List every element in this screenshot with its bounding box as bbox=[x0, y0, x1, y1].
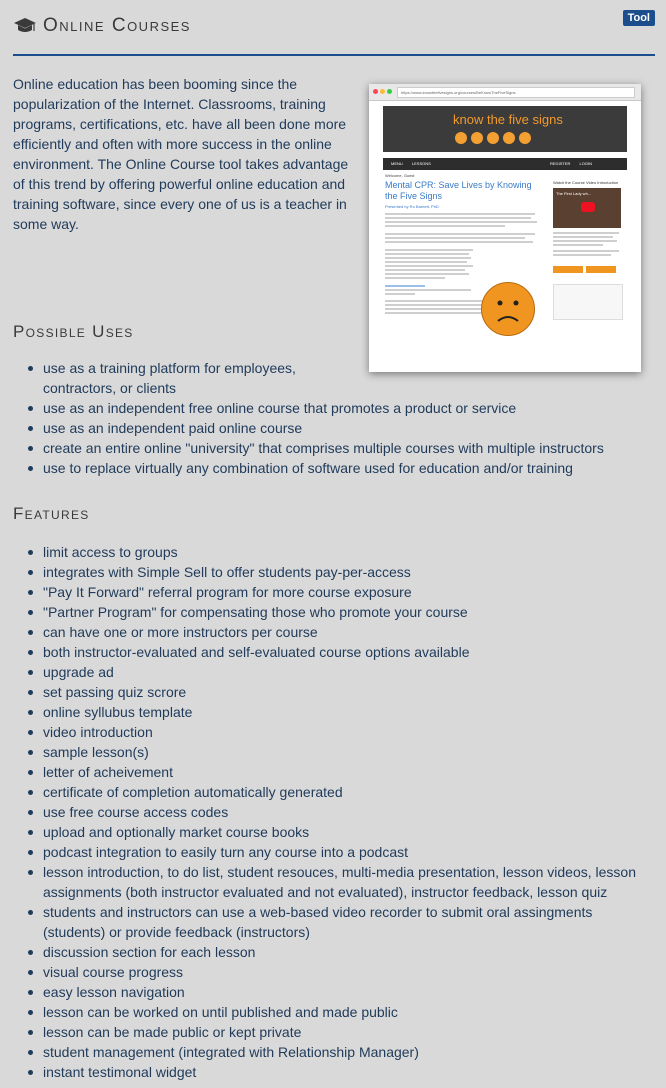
course-screenshot bbox=[369, 84, 641, 372]
uses-heading: Possible Uses bbox=[13, 322, 134, 341]
feature-item: "Partner Program" for compensating those who promote your course bbox=[13, 602, 655, 622]
feature-item: online syllubus template bbox=[13, 702, 655, 722]
feature-item: podcast integration to easily turn any course into a podcast bbox=[13, 842, 655, 862]
maximize-dot bbox=[387, 89, 392, 94]
play-icon[interactable] bbox=[581, 202, 595, 212]
nav-menu: MENU bbox=[391, 161, 403, 166]
face-icon bbox=[519, 132, 531, 144]
feature-item: letter of acheivement bbox=[13, 762, 655, 782]
face-icon bbox=[471, 132, 483, 144]
tool-badge[interactable]: Tool bbox=[623, 10, 655, 26]
course-title: Mental CPR: Save Lives by Knowing the Five Signs bbox=[385, 180, 532, 201]
login-button[interactable] bbox=[586, 266, 616, 273]
register-login-buttons bbox=[553, 260, 627, 278]
feature-item: visual course progress bbox=[13, 962, 655, 982]
use-item: use as an independent paid online course bbox=[13, 418, 663, 438]
feature-item: easy lesson navigation bbox=[13, 982, 655, 1002]
url-bar: https://www.knowthefivesigns.org/courses/BeKnowTheFiveSigns bbox=[397, 87, 635, 98]
face-icon bbox=[487, 132, 499, 144]
video-intro-title: Watch the Course Video Introduction bbox=[553, 180, 619, 185]
feature-item: student management (integrated with Relationship Manager) bbox=[13, 1042, 655, 1062]
feature-item: upload and optionally market course books bbox=[13, 822, 655, 842]
nav-lessons: LESSONS bbox=[411, 161, 431, 166]
site-navbar bbox=[383, 158, 627, 170]
intro-video[interactable] bbox=[553, 188, 621, 228]
nav-register: REGISTER bbox=[549, 161, 571, 166]
uses-list bbox=[13, 358, 604, 478]
features-heading: Features bbox=[13, 504, 90, 523]
feature-item: upgrade ad bbox=[13, 662, 655, 682]
feature-item: discussion section for each lesson bbox=[13, 942, 655, 962]
minimize-dot bbox=[380, 89, 385, 94]
sad-face-icon bbox=[481, 282, 535, 336]
use-item: use to replace virtually any combination of software used for education and/or training bbox=[13, 458, 663, 478]
site-banner bbox=[383, 106, 627, 152]
use-item: create an entire online "university" that comprises multiple courses with multiple instructors bbox=[13, 438, 663, 458]
nav-login: LOGIN bbox=[579, 161, 592, 166]
use-item: use as a training platform for employees, contractors, or clients bbox=[13, 358, 359, 398]
face-icon bbox=[455, 132, 467, 144]
feature-item: both instructor-evaluated and self-evaluated course options available bbox=[13, 642, 655, 662]
feature-item: "Pay It Forward" referral program for more course exposure bbox=[13, 582, 655, 602]
feature-item: lesson can be worked on until published and made public bbox=[13, 1002, 655, 1022]
feature-item: certificate of completion automatically generated bbox=[13, 782, 655, 802]
graduation-cap-icon bbox=[13, 16, 37, 36]
page-header bbox=[13, 12, 655, 56]
video-caption: The First Lady wh... bbox=[556, 191, 592, 196]
register-button[interactable] bbox=[553, 266, 583, 273]
feature-item: use free course access codes bbox=[13, 802, 655, 822]
welcome-text: Welcome, Guest bbox=[385, 173, 415, 178]
presenter: Presented by Ro Barnett, PhD bbox=[385, 204, 439, 209]
course-sidebar bbox=[553, 180, 627, 320]
feature-item: integrates with Simple Sell to offer students pay-per-access bbox=[13, 562, 655, 582]
features-list bbox=[13, 542, 655, 1082]
feature-item: set passing quiz scrore bbox=[13, 682, 655, 702]
feature-item: video introduction bbox=[13, 722, 655, 742]
browser-chrome bbox=[369, 84, 641, 101]
page-title: Online Courses bbox=[43, 15, 191, 36]
testimonial-box bbox=[553, 284, 623, 320]
feature-item: limit access to groups bbox=[13, 542, 655, 562]
face-icon bbox=[503, 132, 515, 144]
header-divider bbox=[13, 54, 655, 56]
feature-item: instant testimonal widget bbox=[13, 1062, 655, 1082]
feature-item: sample lesson(s) bbox=[13, 742, 655, 762]
feature-item: lesson introduction, to do list, student resouces, multi-media presentation, lesson videos, lesson assignments (both instructor evaluated and not evaluated), instructor feedback, lesson quiz bbox=[13, 862, 655, 902]
feature-item: lesson can be made public or kept private bbox=[13, 1022, 655, 1042]
banner-title: know the five signs bbox=[453, 112, 563, 127]
feature-item: can have one or more instructors per course bbox=[13, 622, 655, 642]
feature-item: students and instructors can use a web-based video recorder to submit oral assingments (students) or provide feedback (instructors) bbox=[13, 902, 655, 942]
close-dot bbox=[373, 89, 378, 94]
use-item: use as an independent free online course that promotes a product or service bbox=[13, 398, 663, 418]
intro-paragraph: Online education has been booming since the popularization of the Internet. Classrooms, training programs, certifications, etc. have all been done more efficiently and often with more success in the online environment. The Online Course tool takes advantage of this trend by offering powerful online education and training software, since every one of us is a teacher in some way. bbox=[13, 76, 349, 232]
